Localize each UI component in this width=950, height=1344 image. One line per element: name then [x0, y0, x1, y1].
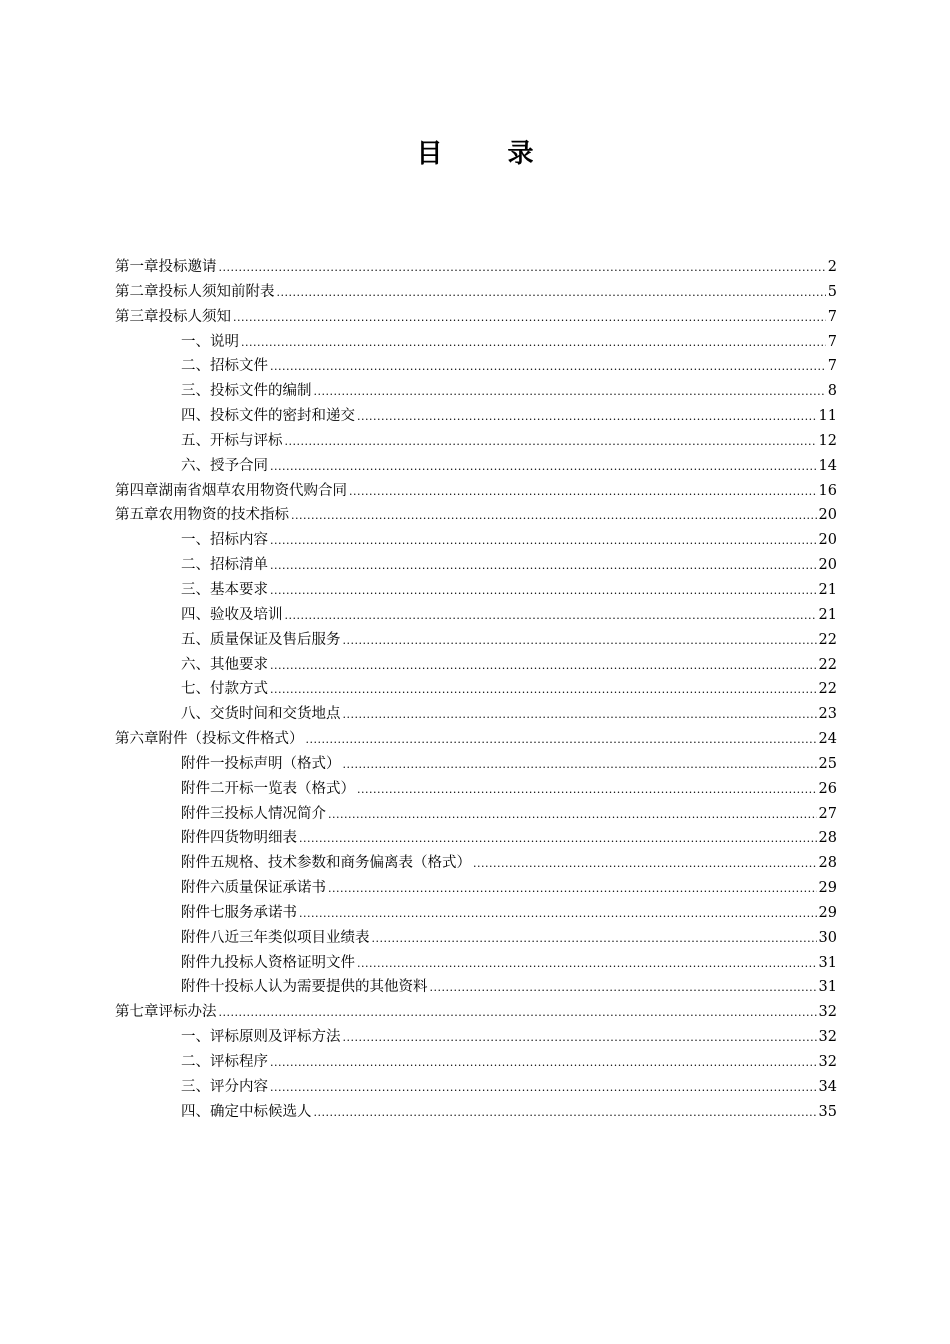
toc-entry[interactable] — [115, 280, 837, 305]
toc-entry-page-number: 26 — [818, 780, 837, 797]
toc-entry[interactable] — [115, 901, 837, 926]
toc-entry-page-number: 32 — [818, 1029, 837, 1046]
toc-entry-label: 近三年类似项目业绩表 — [224, 929, 370, 946]
dot-leader — [270, 455, 817, 480]
toc-entry-label: 一、招标内容 — [181, 532, 268, 549]
toc-entry[interactable] — [115, 926, 837, 951]
toc-entry-label: 四、验收及培训 — [181, 606, 283, 623]
toc-entry-label: 投标人须知 — [158, 308, 231, 325]
toc-entry-page-number: 24 — [818, 731, 837, 748]
toc-entry-label: 投标人情况简介 — [224, 805, 326, 822]
toc-entry-label: 三、投标文件的编制 — [181, 383, 312, 400]
dot-leader — [328, 877, 817, 902]
toc-entry[interactable] — [115, 752, 837, 777]
toc-entry-label: 质量保证承诺书 — [224, 880, 326, 897]
toc-entry-page-number: 28 — [818, 855, 837, 872]
toc-entry-page-number: 25 — [818, 755, 837, 772]
dot-leader — [473, 852, 817, 877]
toc-entry[interactable] — [115, 454, 837, 479]
toc-entry-page-number: 35 — [818, 1103, 837, 1120]
dot-leader — [372, 927, 817, 952]
toc-entry-page-number: 28 — [818, 830, 837, 847]
dot-leader — [430, 976, 817, 1001]
toc-entry-label: 投标人资格证明文件 — [224, 954, 355, 971]
table-of-contents — [115, 255, 837, 1125]
toc-entry-label: 服务承诺书 — [224, 904, 297, 921]
toc-entry-page-number: 12 — [818, 432, 837, 449]
toc-entry-number: 第一章 — [115, 259, 159, 275]
dot-leader — [291, 504, 817, 529]
toc-entry[interactable] — [115, 429, 837, 454]
toc-entry-label: 农用物资的技术指标 — [158, 507, 289, 524]
toc-entry-label: 投标人须知前附表 — [158, 283, 275, 300]
toc-entry-page-number: 20 — [818, 507, 837, 524]
toc-entry-number: 第四章 — [115, 482, 159, 499]
dot-leader — [285, 604, 817, 629]
toc-entry-page-number: 16 — [818, 482, 837, 499]
toc-entry-page-number: 32 — [818, 1054, 837, 1070]
toc-entry-page-number: 7 — [827, 333, 837, 350]
toc-entry-number: 第六章 — [115, 731, 159, 748]
toc-entry-page-number: 5 — [827, 283, 837, 300]
toc-entry[interactable] — [115, 479, 837, 504]
toc-entry-label: 五、开标与评标 — [181, 432, 283, 449]
toc-entry[interactable] — [115, 975, 837, 1000]
dot-leader — [270, 654, 817, 679]
toc-entry[interactable] — [115, 305, 837, 330]
toc-entry-page-number: 23 — [818, 706, 837, 723]
toc-entry[interactable] — [115, 1025, 837, 1050]
toc-entry-label: 三、评分内容 — [181, 1078, 268, 1095]
dot-leader — [219, 1001, 817, 1026]
dot-leader — [219, 256, 826, 281]
toc-entry[interactable] — [115, 628, 837, 653]
page-title: 目 录 — [416, 139, 562, 169]
toc-entry-label: 开标一览表（格式） — [224, 780, 355, 797]
dot-leader — [314, 380, 826, 405]
toc-entry-number: 附件十 — [181, 979, 225, 996]
dot-leader — [270, 355, 826, 380]
toc-entry-page-number: 2 — [827, 259, 837, 275]
dot-leader — [357, 405, 817, 430]
toc-entry-page-number: 29 — [818, 880, 837, 897]
toc-entry-label: 投标声明（格式） — [224, 755, 341, 772]
toc-entry-label: 投标人认为需要提供的其他资料 — [224, 979, 428, 996]
toc-entry[interactable] — [115, 951, 837, 976]
dot-leader — [357, 778, 817, 803]
toc-entry-label: 一、评标原则及评标方法 — [181, 1029, 341, 1046]
toc-entry-number: 附件六 — [181, 880, 225, 897]
toc-entry-page-number: 7 — [827, 358, 837, 375]
toc-entry[interactable] — [115, 379, 837, 404]
toc-entry[interactable] — [115, 876, 837, 901]
toc-entry-label: 规格、技术参数和商务偏离表（格式） — [224, 855, 471, 872]
dot-leader — [270, 1076, 817, 1101]
toc-entry-label: 投标邀请 — [158, 259, 217, 275]
toc-entry-label: 五、质量保证及售后服务 — [181, 631, 341, 648]
dot-leader — [343, 1026, 817, 1051]
toc-entry[interactable] — [115, 826, 837, 851]
toc-entry[interactable] — [115, 503, 837, 528]
dot-leader — [343, 753, 817, 778]
dot-leader — [306, 728, 817, 753]
dot-leader — [270, 554, 817, 579]
toc-entry-label: 六、其他要求 — [181, 656, 268, 673]
toc-entry[interactable] — [115, 553, 837, 578]
toc-entry-page-number: 20 — [818, 532, 837, 549]
dot-leader — [241, 331, 826, 356]
toc-entry-label: 评标办法 — [158, 1004, 217, 1021]
toc-entry[interactable] — [115, 851, 837, 876]
toc-entry-page-number: 21 — [818, 606, 837, 623]
toc-entry-page-number: 32 — [818, 1004, 837, 1021]
toc-entry-page-number: 27 — [818, 805, 837, 822]
toc-entry-label: 四、投标文件的密封和递交 — [181, 408, 355, 425]
toc-entry-page-number: 31 — [818, 979, 837, 996]
toc-entry-page-number: 14 — [818, 457, 837, 474]
toc-entry[interactable] — [115, 727, 837, 752]
toc-entry-label: 附件（投标文件格式） — [158, 731, 304, 748]
toc-entry-label: 三、基本要求 — [181, 581, 268, 598]
toc-entry-label: 八、交货时间和交货地点 — [181, 706, 341, 723]
toc-entry-label: 二、评标程序 — [181, 1054, 268, 1070]
dot-leader — [328, 803, 817, 828]
toc-entry-number: 附件七 — [181, 904, 225, 921]
toc-entry-label: 七、付款方式 — [181, 681, 268, 698]
toc-entry[interactable] — [115, 603, 837, 628]
dot-leader — [299, 827, 817, 852]
toc-entry-page-number: 30 — [818, 929, 837, 946]
toc-entry-number: 第三章 — [115, 308, 159, 325]
toc-entry[interactable] — [115, 1000, 837, 1025]
toc-entry-number: 附件九 — [181, 954, 225, 971]
toc-entry-page-number: 8 — [827, 383, 837, 400]
toc-entry[interactable] — [115, 702, 837, 727]
toc-entry-label: 一、说明 — [181, 333, 239, 350]
toc-entry[interactable] — [115, 578, 837, 603]
toc-entry-page-number: 22 — [818, 681, 837, 698]
toc-entry[interactable] — [115, 1050, 837, 1075]
toc-entry-page-number: 11 — [818, 408, 837, 425]
dot-leader — [277, 281, 826, 306]
toc-entry[interactable] — [115, 802, 837, 827]
toc-entry[interactable] — [115, 653, 837, 678]
toc-entry-number: 第七章 — [115, 1004, 159, 1021]
toc-entry-number: 第五章 — [115, 507, 159, 524]
toc-entry[interactable] — [115, 330, 837, 355]
toc-entry[interactable] — [115, 528, 837, 553]
toc-entry-number: 附件一 — [181, 755, 225, 772]
toc-entry-number: 附件八 — [181, 929, 225, 946]
toc-entry-label: 二、招标文件 — [181, 358, 268, 375]
toc-entry[interactable] — [115, 404, 837, 429]
toc-entry-number: 附件二 — [181, 780, 225, 797]
dot-leader — [299, 902, 817, 927]
dot-leader — [233, 306, 826, 331]
toc-entry[interactable] — [115, 677, 837, 702]
dot-leader — [285, 430, 817, 455]
toc-entry-label: 六、授予合同 — [181, 457, 268, 474]
toc-entry-number: 附件三 — [181, 805, 225, 822]
dot-leader — [349, 480, 817, 505]
dot-leader — [270, 529, 817, 554]
toc-entry-label: 货物明细表 — [224, 830, 297, 847]
toc-entry-page-number: 7 — [827, 308, 837, 325]
dot-leader — [357, 952, 817, 977]
dot-leader — [270, 678, 817, 703]
toc-entry[interactable] — [115, 255, 837, 280]
toc-entry-label: 湖南省烟草农用物资代购合同 — [158, 482, 347, 499]
toc-entry-page-number: 22 — [818, 631, 837, 648]
toc-entry-label: 四、确定中标候选人 — [181, 1103, 312, 1120]
toc-entry-page-number: 34 — [818, 1078, 837, 1095]
toc-entry[interactable] — [115, 1075, 837, 1100]
toc-entry-page-number: 29 — [818, 904, 837, 921]
toc-entry-label: 二、招标清单 — [181, 557, 268, 574]
toc-entry-page-number: 31 — [818, 954, 837, 971]
toc-entry[interactable] — [115, 777, 837, 802]
toc-entry-page-number: 22 — [818, 656, 837, 673]
toc-entry-number: 附件四 — [181, 830, 225, 847]
dot-leader — [314, 1101, 817, 1126]
dot-leader — [343, 629, 817, 654]
dot-leader — [270, 579, 817, 604]
toc-entry-page-number: 21 — [818, 581, 837, 598]
toc-entry-number: 附件五 — [181, 855, 225, 872]
dot-leader — [270, 1051, 817, 1076]
toc-entry[interactable] — [115, 354, 837, 379]
toc-entry-number: 第二章 — [115, 283, 159, 300]
toc-entry[interactable] — [115, 1100, 837, 1125]
toc-entry-page-number: 20 — [818, 557, 837, 574]
dot-leader — [343, 703, 817, 728]
